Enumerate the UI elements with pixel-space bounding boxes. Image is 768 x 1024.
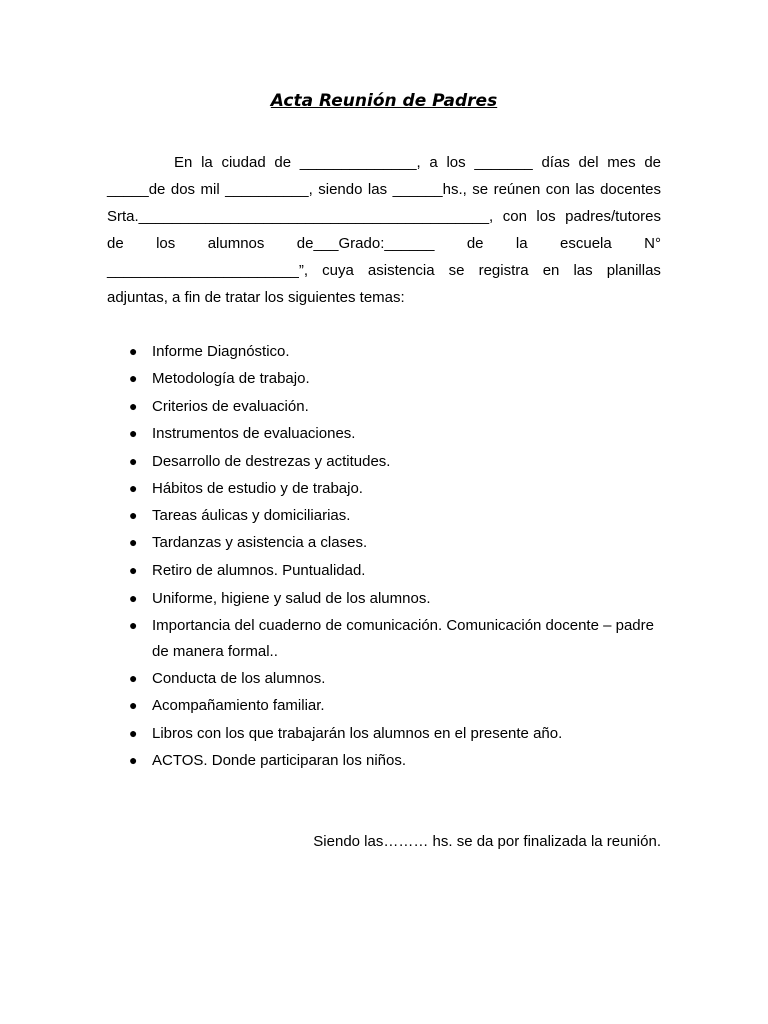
bullet-icon: ● [129, 617, 138, 633]
bullet-icon: ● [129, 425, 138, 441]
paragraph-word: la [201, 154, 213, 171]
list-item [129, 341, 290, 362]
bullet-icon: ● [129, 480, 138, 496]
list-item [129, 396, 309, 417]
paragraph-word: los [446, 154, 466, 171]
list-item-label: de manera formal.. [152, 643, 278, 660]
paragraph-word: alumnos [207, 235, 265, 252]
bullet-icon: ● [129, 453, 138, 469]
paragraph-word: se [472, 181, 489, 198]
paragraph-word: __________, [225, 181, 313, 198]
paragraph-word: En [174, 154, 193, 171]
paragraph-line [174, 153, 661, 173]
paragraph-word: las [367, 181, 388, 198]
paragraph-word: escuela [560, 235, 612, 252]
paragraph-word: los [156, 235, 176, 252]
list-item [129, 368, 310, 389]
bullet-icon: ● [129, 507, 138, 523]
paragraph-word: Srta.__________________________________________, [107, 208, 494, 225]
paragraph-word: de [644, 154, 661, 171]
list-item-label: Acompañamiento familiar. [152, 697, 325, 714]
list-item [129, 750, 406, 771]
list-item-label: Informe Diagnóstico. [152, 343, 290, 360]
paragraph-word: _______ [474, 154, 533, 171]
paragraph-word: adjuntas, a fin de tratar los siguientes temas: [107, 289, 405, 306]
paragraph-line [107, 207, 661, 227]
paragraph-word: las [573, 262, 593, 279]
bullet-icon: ● [129, 752, 138, 768]
paragraph-word: mes [607, 154, 636, 171]
paragraph-word: de [274, 154, 292, 171]
paragraph-word: mil [200, 181, 220, 198]
paragraph-word: en [542, 262, 560, 279]
paragraph-line [107, 234, 661, 254]
list-item [129, 668, 325, 689]
paragraph-word: las [575, 181, 595, 198]
list-item-label: Metodología de trabajo. [152, 370, 310, 387]
list-item [129, 695, 325, 716]
paragraph-word: de [107, 235, 124, 252]
list-item-label: Instrumentos de evaluaciones. [152, 425, 356, 442]
list-item [129, 723, 562, 744]
bullet-icon: ● [129, 343, 138, 359]
list-item-label: Retiro de alumnos. Puntualidad. [152, 562, 366, 579]
paragraph-word: ______________, [299, 154, 421, 171]
paragraph-word: cuya [322, 262, 354, 279]
paragraph-word: ______hs., [392, 181, 467, 198]
list-item-label: Tareas áulicas y domiciliarias. [152, 507, 351, 524]
document-title: Acta Reunión de Padres [270, 91, 498, 111]
paragraph-word: se [448, 262, 465, 279]
bullet-icon: ● [129, 562, 138, 578]
paragraph-word: _______________________”, [107, 262, 309, 279]
paragraph-word: N° [644, 235, 661, 252]
list-item [129, 532, 367, 553]
paragraph-word: con [545, 181, 570, 198]
paragraph-word: siendo [318, 181, 363, 198]
list-item [129, 478, 363, 499]
paragraph-word: planillas [606, 262, 661, 279]
paragraph-word: registra [478, 262, 529, 279]
paragraph-word: dos [170, 181, 196, 198]
list-item-label: Tardanzas y asistencia a clases. [152, 534, 368, 551]
paragraph-word: de___Grado:______ [296, 235, 435, 252]
paragraph-word: docentes [600, 181, 661, 198]
bullet-icon: ● [129, 398, 138, 414]
bullet-icon: ● [129, 697, 138, 713]
list-item-label: Conducta de los alumnos. [152, 670, 326, 687]
paragraph-line [107, 288, 661, 308]
closing-statement: Siendo las……… hs. se da por finalizada la reunión. [313, 833, 661, 850]
list-item-label: Uniforme, higiene y salud de los alumnos. [152, 590, 431, 607]
paragraph-word: de [466, 235, 484, 252]
list-item-label: Desarrollo de destrezas y actitudes. [152, 453, 391, 470]
paragraph-line [107, 261, 661, 281]
list-item-label: Criterios de evaluación. [152, 398, 309, 415]
paragraph-line [107, 180, 661, 200]
paragraph-word: del [578, 154, 599, 171]
paragraph-word: _____de [107, 181, 166, 198]
list-item [129, 615, 654, 636]
list-item [129, 505, 350, 526]
list-item-label: ACTOS. Donde participaran los niños. [152, 752, 407, 769]
list-item [129, 588, 430, 609]
paragraph-word: días [541, 154, 570, 171]
paragraph-word: los [536, 208, 556, 225]
list-item [129, 423, 355, 444]
paragraph-word: la [515, 235, 528, 252]
list-item [129, 642, 278, 662]
list-item-label: Libros con los que trabajarán los alumnos en el presente año. [152, 725, 563, 742]
list-item-label: Importancia del cuaderno de comunicación. Comunicación docente – padre [152, 617, 654, 634]
paragraph-word: asistencia [367, 262, 435, 279]
bullet-icon: ● [129, 725, 138, 741]
list-item [129, 560, 365, 581]
paragraph-word: ciudad [221, 154, 266, 171]
list-item-label: Hábitos de estudio y de trabajo. [152, 480, 363, 497]
bullet-icon: ● [129, 590, 138, 606]
bullet-icon: ● [129, 370, 138, 386]
paragraph-word: padres/tutores [565, 208, 661, 225]
bullet-icon: ● [129, 670, 138, 686]
bullet-icon: ● [129, 534, 138, 550]
paragraph-word: reúnen [493, 181, 541, 198]
list-item [129, 451, 390, 472]
paragraph-word: a [429, 154, 438, 171]
paragraph-word: con [502, 208, 527, 225]
